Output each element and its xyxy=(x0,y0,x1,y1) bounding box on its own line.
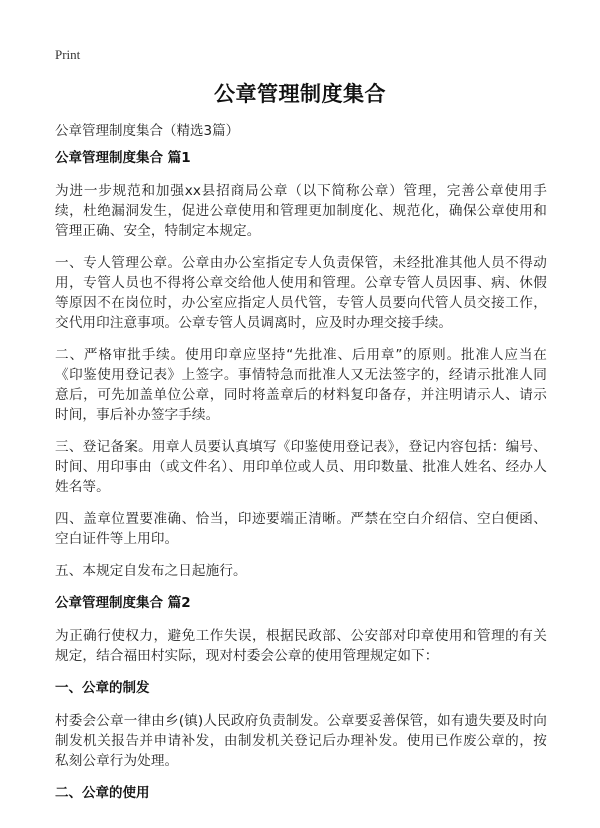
section-heading: 公章管理制度集合 篇1 xyxy=(55,150,191,166)
paragraph: 为正确行使权力，避免工作失误，根据民政部、公安部对印章使用和管理的有关规定，结合福田村实际，现对村委会公章的使用管理规定如下： xyxy=(55,628,547,664)
section-1 xyxy=(55,148,547,581)
paragraph: 一、专人管理公章。公章由办公室指定专人负责保管，未经批准其他人员不得动用，专管人员也不得将公章交给他人使用和管理。公章专管人员因事、病、休假等原因不在岗位时，办公室应指定人员代管，专管人员要向代管人员交接工作，交代用印注意事项。公章专管人员调离时，应及时办理交接手续。 xyxy=(55,255,547,331)
print-label: Print xyxy=(55,47,81,62)
paragraph: 三、登记备案。用章人员要认真填写《印鉴使用登记表》，登记内容包括：编号、时间、用印事由（或文件名）、用印单位或人员、用印数量、批准人姓名、经办人姓名等。 xyxy=(55,439,547,495)
section-2 xyxy=(55,593,547,803)
document-title: 公章管理制度集合 xyxy=(214,82,386,106)
document-subtitle: 公章管理制度集合（精选3篇） xyxy=(55,123,240,139)
paragraph: 二、严格审批手续。使用印章应坚持“先批准、后用章”的原则。批准人应当在《印鉴使用登记表》上签字。事情特急而批准人又无法签字的，经请示批准人同意后，可先加盖单位公章，同时将盖章后的材料复印备存，并注明请示人、请示时间，事后补办签字手续。 xyxy=(55,347,547,423)
paragraph: 村委会公章一律由乡(镇)人民政府负责制发。公章要妥善保管，如有遗失要及时向制发机关报告并申请补发，由制发机关登记后办理补发。使用已作废公章的，按私刻公章行为处理。 xyxy=(55,713,547,769)
subsection-heading: 二、公章的使用 xyxy=(55,785,150,801)
section-heading: 公章管理制度集合 篇2 xyxy=(55,595,191,611)
paragraph: 四、盖章位置要准确、恰当，印迹要端正清晰。严禁在空白介绍信、空白便函、空白证件等上用印。 xyxy=(55,511,547,547)
paragraph: 为进一步规范和加强xx县招商局公章（以下简称公章）管理，完善公章使用手续，杜绝漏洞发生，促进公章使用和管理更加制度化、规范化，确保公章使用和管理正确、安全，特制定本规定。 xyxy=(55,183,547,239)
subsection-heading: 一、公章的制发 xyxy=(55,680,150,696)
paragraph: 五、本规定自发布之日起施行。 xyxy=(55,563,247,579)
document-body xyxy=(55,148,547,816)
